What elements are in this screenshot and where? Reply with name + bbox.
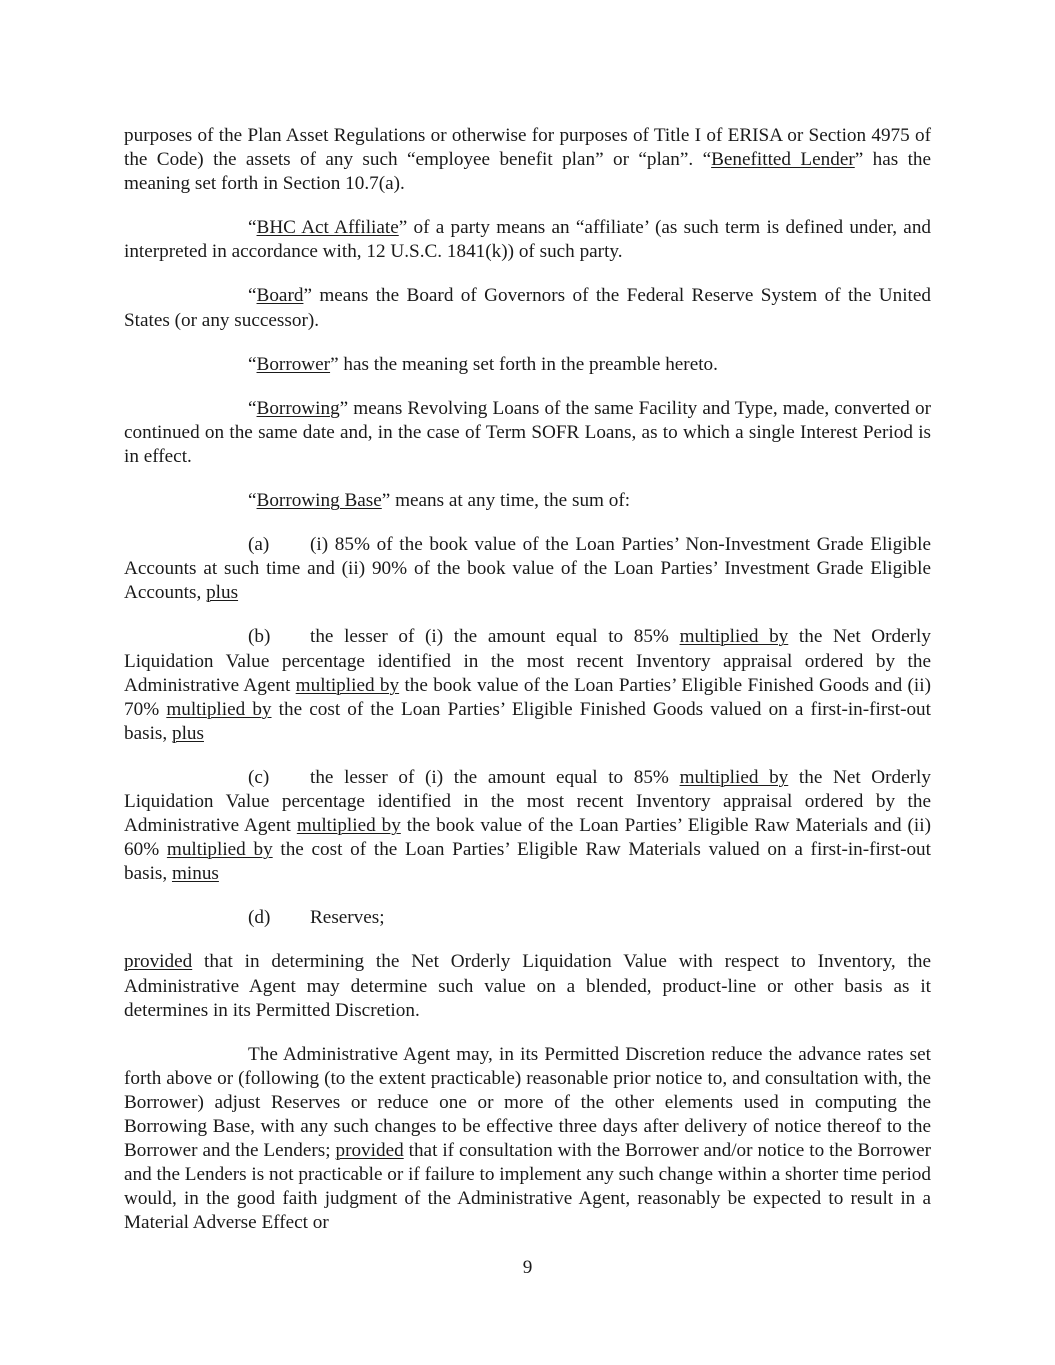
conjunction: plus [171,722,204,744]
clause-a: (a) (i) 85% of the book value of the Loan Parties’ Non-Investment Grade Eligible Accounts at such time and (ii) 90% of the book value of the Loan Parties’ Investment Grade Eligible Accounts, plus [124,534,931,604]
clause-b: (b) the lesser of (i) the amount equal to 85% multiplied by the Net Orderly Liquidation Value percentage identified in the most recent Inventory appraisal ordered by the Administrative Agent multiplied by the book value of the Loan Parties’ Eligible Finished Goods and (ii) 70% multiplied by the cost of the Loan Parties’ Eligible Finished Goods valued on a first-in-first-out basis, plus [124,626,931,744]
conjunction: minus [171,863,219,885]
provided-term: provided [124,951,193,973]
clause-label: (c) [248,766,270,788]
clause-label: (a) [248,534,270,556]
definition-borrowing: “Borrowing” means Revolving Loans of the same Facility and Type, made, converted or continued on the same date and, in the case of Term SOFR Loans, as to which a single Interest Period is in effect. [124,397,931,467]
definition-borrowing-base: “Borrowing Base” means at any time, the sum of: [248,490,631,512]
clause-d: (d) Reserves; [124,906,931,930]
document-page [124,124,931,1255]
definition-board: “Board” means the Board of Governors of the Federal Reserve System of the United States (or any successor). [124,285,931,331]
defined-term: Borrowing [256,397,340,419]
paragraph-plan-assets: purposes of the Plan Asset Regulations or otherwise for purposes of Title I of ERISA or Section 4975 of the Code) the assets of any such “employee benefit plan” or “plan”. “Benefitted Lender” has the meaning set forth in Section 10.7(a). [124,125,932,195]
clause-label: (b) [248,626,271,648]
defined-term-benefitted-lender: Benefitted Lender [711,149,855,171]
paragraph-agent-discretion: The Administrative Agent may, in its Permitted Discretion reduce the advance rates set forth above or (following (to the extent practicable) reasonable prior notice to, and consultation with, the Borrower) adjust Reserves or reduce one or more of the other elements used in computing the Borrowing Base, with any such changes to be effective three days after delivery of notice thereof to the Borrower and the Lenders; provided that if consultation with the Borrower and/or notice to the Borrower and the Lenders is not practicable or if failure to implement any such change within a shorter time period would, in the good faith judgment of the Administrative Agent, reasonably be expected to result in a Material Adverse Effect or [124,1043,931,1234]
conjunction: plus [206,582,239,604]
definition-bhc-act-affiliate: “BHC Act Affiliate” of a party means an “affiliate’ (as such term is defined under, and interpreted in accordance with, 12 U.S.C. 1841(k)) of such party. [124,217,932,263]
provided-term: provided [335,1140,404,1162]
defined-term: Borrower [256,353,331,375]
definition-borrower: “Borrower” has the meaning set forth in the preamble hereto. [248,353,718,375]
defined-term: Borrowing Base [256,490,382,512]
defined-term: BHC Act Affiliate [256,217,399,239]
paragraph-proviso: provided that in determining the Net Orderly Liquidation Value with respect to Inventory, the Administrative Agent may determine such value on a blended, product-line or other basis as it determines in its Permitted Discretion. [124,951,931,1021]
clause-label: (d) [248,907,271,929]
page-number: 9 [522,1257,533,1278]
clause-c: (c) the lesser of (i) the amount equal to 85% multiplied by the Net Orderly Liquidation Value percentage identified in the most recent Inventory appraisal ordered by the Administrative Agent multiplied by the book value of the Loan Parties’ Eligible Raw Materials and (ii) 60% multiplied by the cost of the Loan Parties’ Eligible Raw Materials valued on a first-in-first-out basis, minus [124,766,931,885]
defined-term: Board [256,285,304,307]
